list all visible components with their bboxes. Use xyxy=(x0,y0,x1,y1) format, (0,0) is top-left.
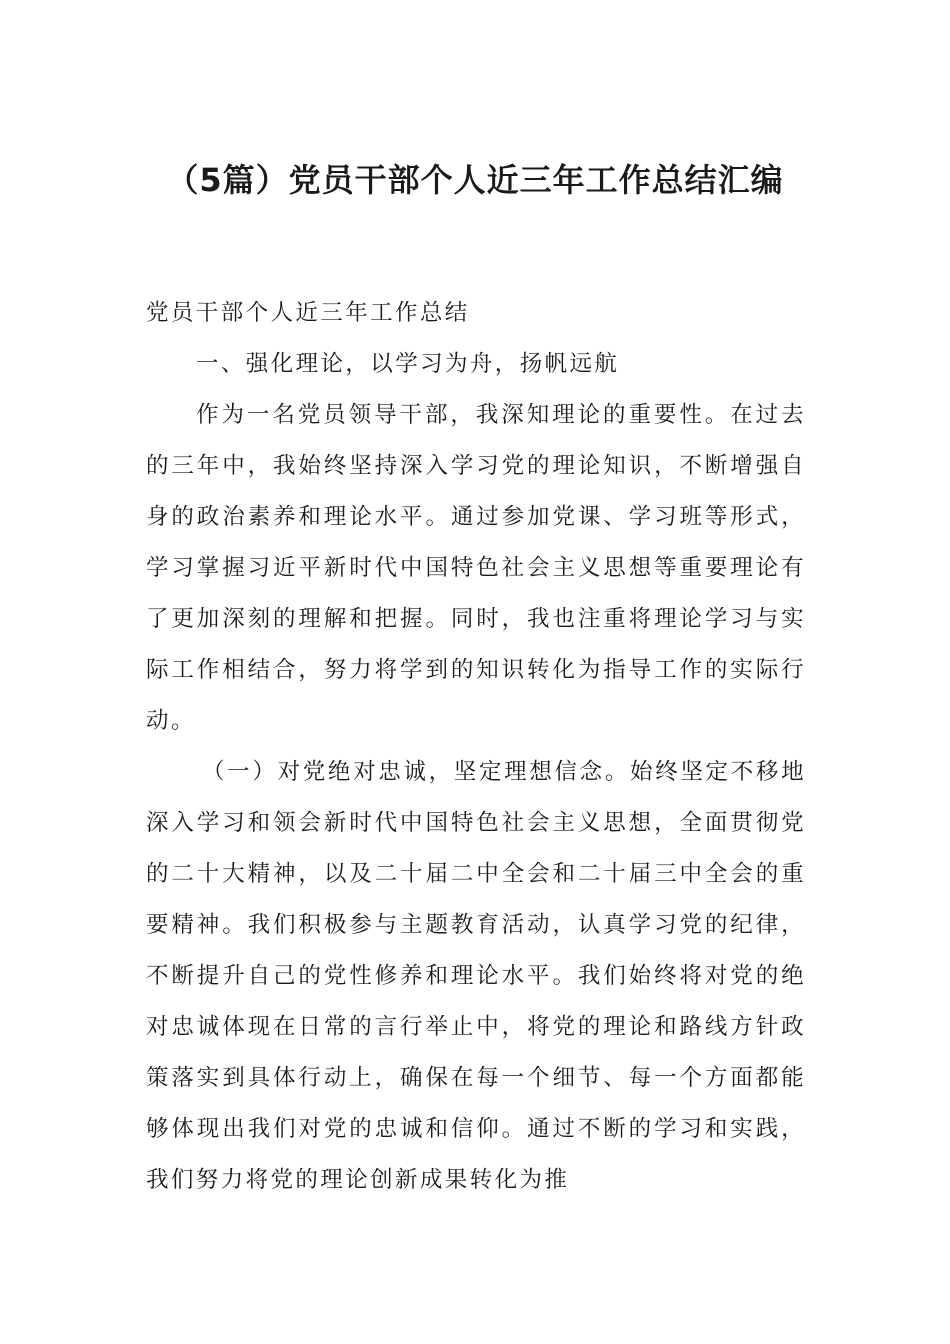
body-paragraph: 作为一名党员领导干部，我深知理论的重要性。在过去的三年中，我始终坚持深入学习党的理论知识，不断增强自身的政治素养和理论水平。通过参加党课、学习班等形式，学习掌握习近平新时代中国特色社会主义思想等重要理论有了更加深刻的理解和把握。同时，我也注重将理论学习与实际工作相结合，努力将学到的知识转化为指导工作的实际行动。 xyxy=(146,402,806,734)
document-subtitle: 党员干部个人近三年工作总结 xyxy=(146,300,470,326)
document-body xyxy=(146,288,806,1206)
section-heading: 一、强化理论，以学习为舟，扬帆远航 xyxy=(196,351,620,377)
document-title: （5篇）党员干部个人近三年工作总结汇编 xyxy=(166,161,784,199)
body-paragraph: （一）对党绝对忠诚，坚定理想信念。始终坚定不移地深入学习和领会新时代中国特色社会主义思想，全面贯彻党的二十大精神，以及二十届二中全会和二十届三中全会的重要精神。我们积极参与主题教育活动，认真学习党的纪律，不断提升自己的党性修养和理论水平。我们始终将对党的绝对忠诚体现在日常的言行举止中，将党的理论和路线方针政策落实到具体行动上，确保在每一个细节、每一个方面都能够体现出我们对党的忠诚和信仰。通过不断的学习和实践，我们努力将党的理论创新成果转化为推 xyxy=(146,759,806,1193)
